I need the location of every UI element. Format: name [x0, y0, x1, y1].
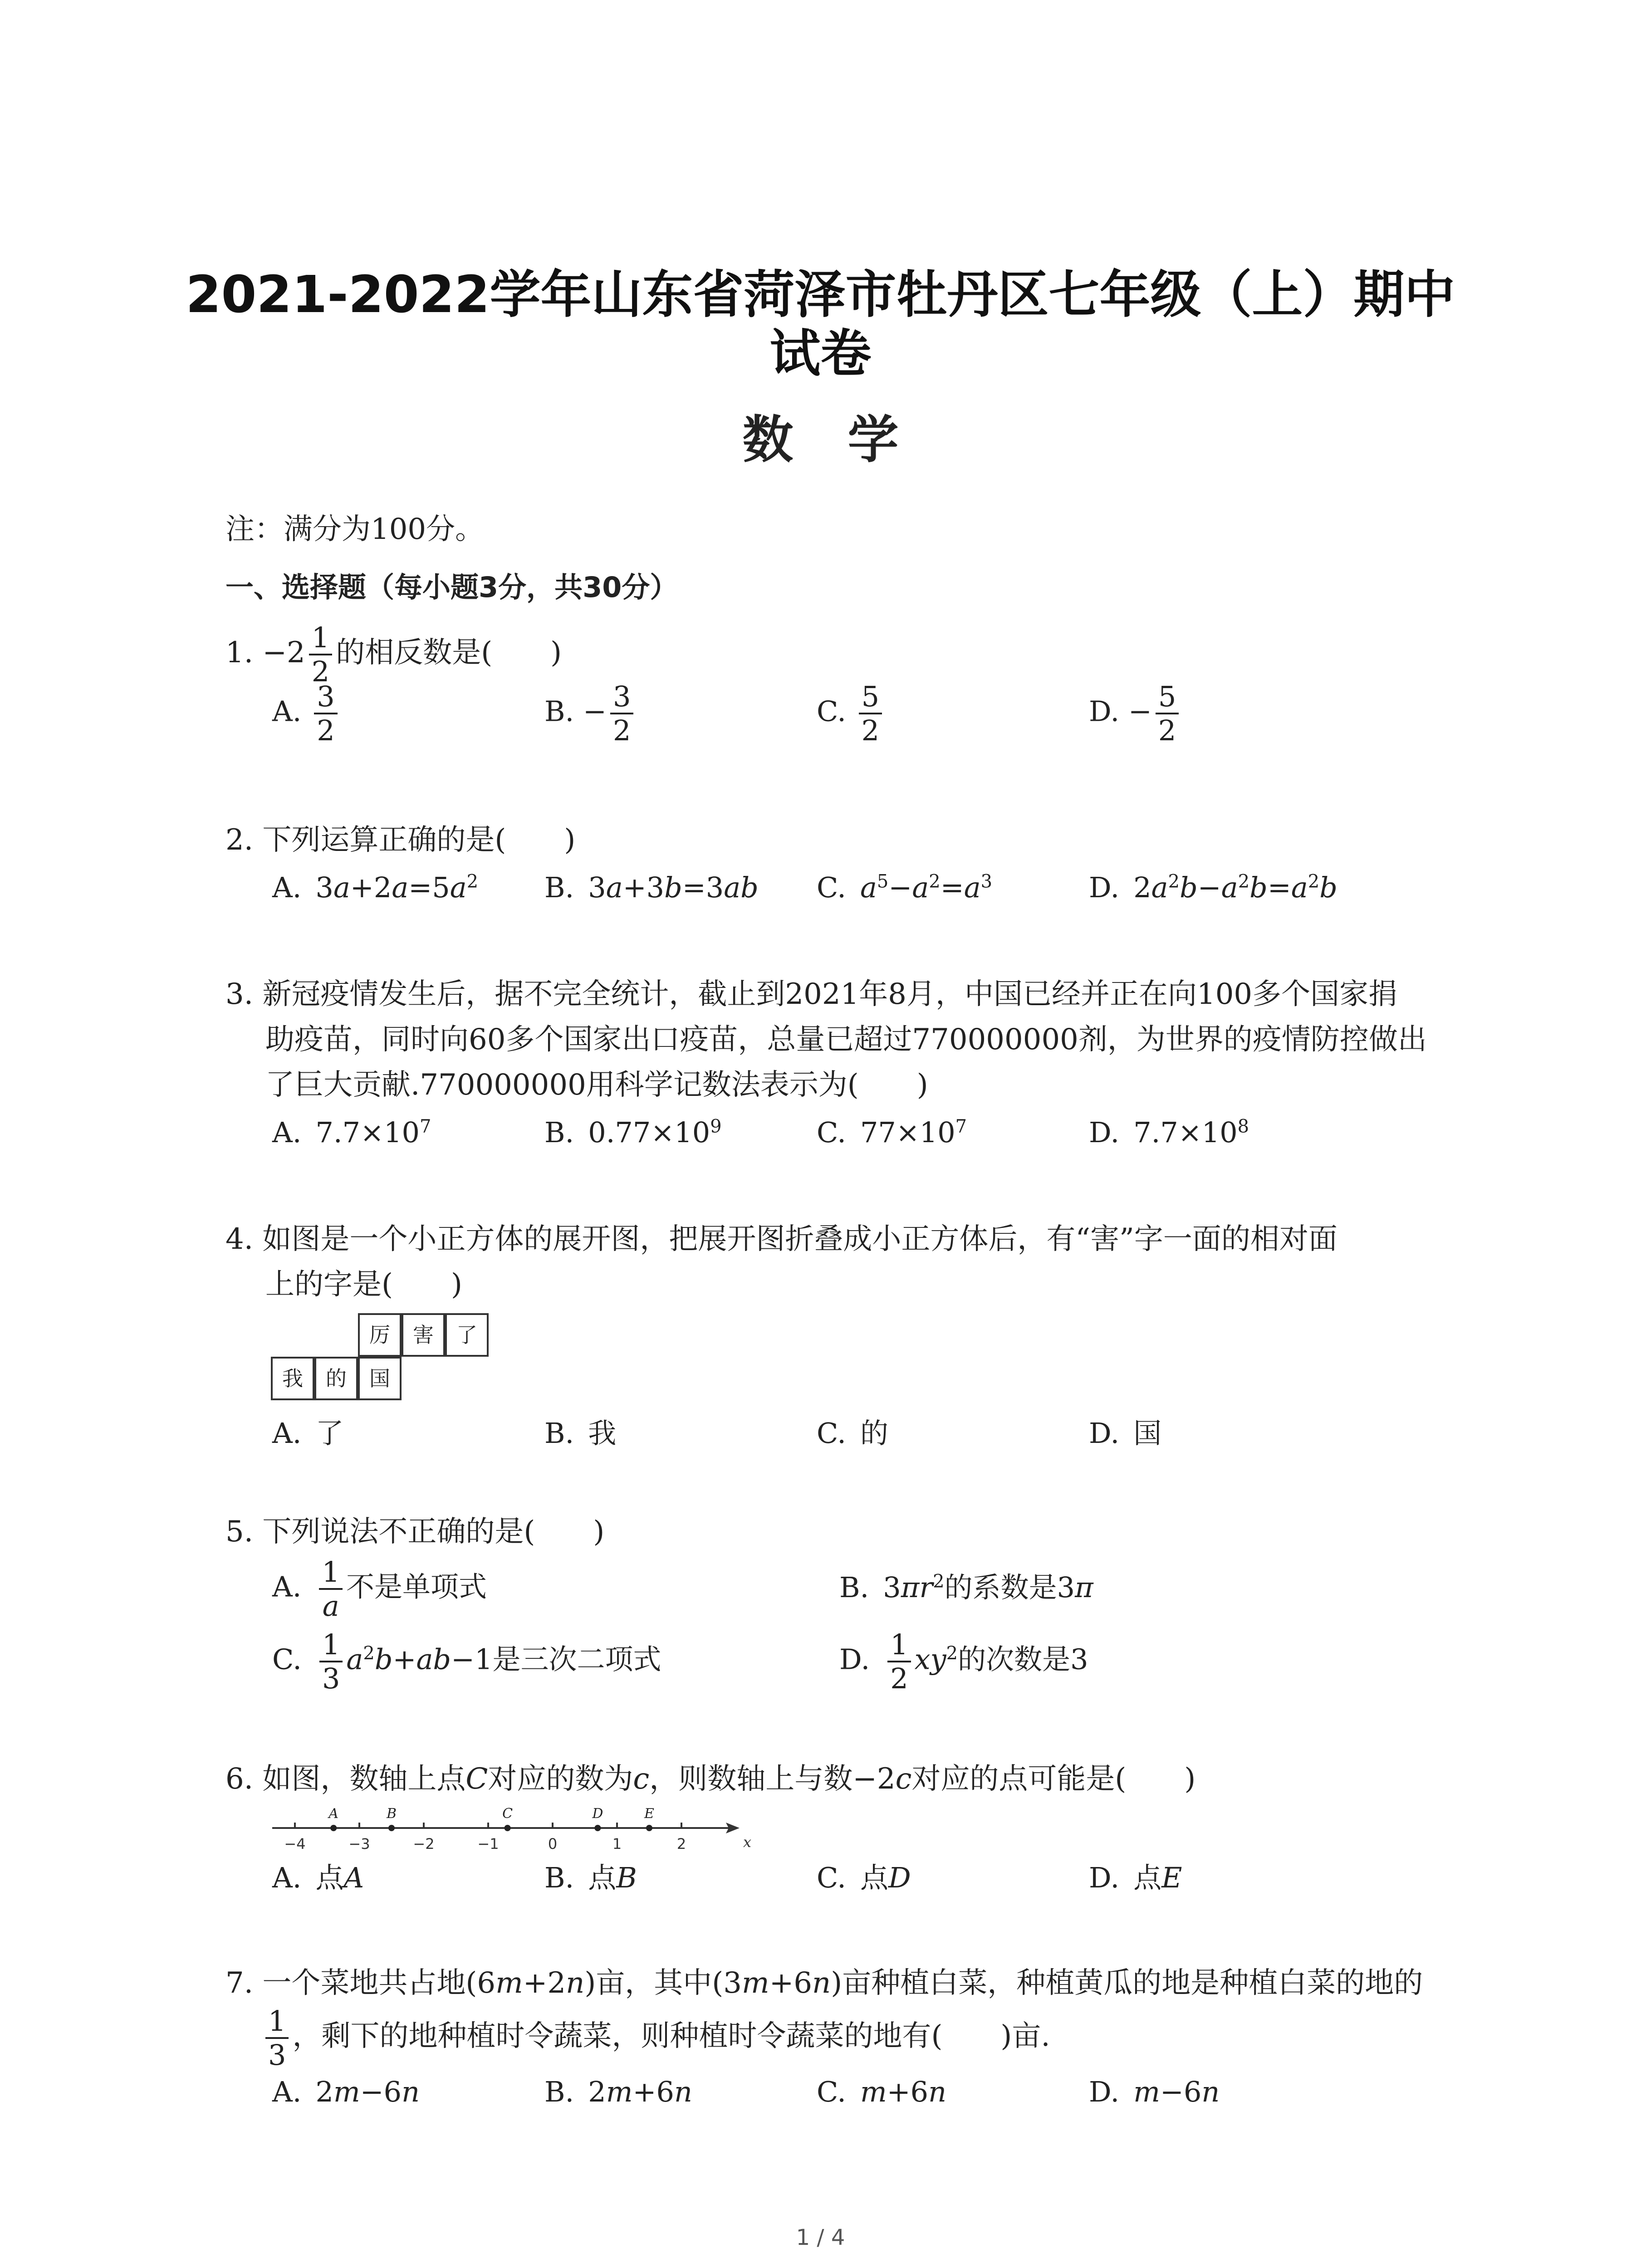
q4-option-c[interactable] [817, 1411, 888, 1451]
option-label: D. [1089, 694, 1120, 728]
option-numerator: 3 [610, 680, 633, 714]
option-label: A. [272, 1570, 302, 1603]
option-text: 点 [588, 1861, 617, 1894]
q1-prefix: 1. −2 [225, 635, 305, 670]
question-6-stem [225, 1755, 1195, 1797]
q2-option-b[interactable]: B. 3a+3b=3ab [544, 871, 759, 904]
option-sign: − [1128, 694, 1152, 728]
option-label: C. [817, 1861, 846, 1894]
option-label: D. [1089, 1861, 1120, 1894]
tick-label: −2 [413, 1835, 435, 1853]
option-exponent: 7 [955, 1116, 967, 1137]
q2-option-d[interactable]: D. $2a^2b-a^2b=a^2b$ [1089, 871, 1337, 904]
point-a-label: A [328, 1806, 339, 1822]
option-denominator [319, 1590, 342, 1622]
tick-label: 0 [548, 1835, 558, 1853]
q1-suffix: 的相反数是( ) [336, 635, 562, 670]
tick-label: −1 [477, 1835, 499, 1853]
option-label: B. [544, 1417, 574, 1450]
q7-text: )亩种植白菜，种植黄瓜的地是种植白菜的地的 [831, 1966, 1423, 2000]
option-label: A. [272, 871, 302, 904]
option-numerator: 1 [319, 1556, 342, 1590]
option-var: B [616, 1861, 637, 1894]
option-label: D. [1089, 871, 1120, 904]
q6-stem-part: 对应的点可能是( ) [911, 1762, 1196, 1796]
point-d-dot [594, 1825, 601, 1831]
q6-var-C: C [465, 1762, 488, 1796]
point-e-dot [646, 1825, 652, 1831]
q3-option-a[interactable] [272, 1116, 431, 1149]
net-cell: 了 [445, 1313, 489, 1357]
option-fraction [887, 1628, 911, 1695]
point-c-label: C [502, 1806, 513, 1822]
q6-stem-part: 对应的数为 [488, 1762, 633, 1796]
q2-option-a[interactable]: A. $3a+2a=5a^2$ [272, 871, 479, 904]
option-var: D [888, 1861, 911, 1894]
option-label: C. [817, 694, 846, 728]
q7-option-c[interactable]: C. m+6n [817, 2075, 947, 2108]
option-label: B. [544, 1861, 574, 1894]
option-text: 是三次二项式 [492, 1642, 661, 1676]
q1-option-c[interactable] [817, 680, 886, 747]
option-numerator: 1 [319, 1628, 343, 1662]
q6-stem-part: ，则数轴上与数−2 [649, 1762, 896, 1796]
question-4-line1: 4. 如图是一个小正方体的展开图，把展开图折叠成小正方体后，有“害”字一面的相对面 [225, 1222, 1337, 1256]
point-b-label: B [386, 1806, 397, 1822]
point-c-dot [505, 1825, 511, 1831]
q3-option-c[interactable] [817, 1116, 967, 1149]
option-label: B. [544, 2075, 574, 2108]
question-5-stem: 5. 下列说法不正确的是( ) [225, 1515, 605, 1549]
option-text: 了 [315, 1417, 344, 1450]
exam-title-line1: 2021-2022学年山东省菏泽市牡丹区七年级（上）期中 [186, 265, 1455, 324]
option-text: 的 [860, 1417, 888, 1450]
option-base: 7.7×10 [315, 1116, 420, 1149]
question-2-stem: 2. 下列运算正确的是( ) [225, 823, 576, 857]
q4-option-d[interactable] [1089, 1411, 1161, 1451]
option-exponent: 8 [1237, 1116, 1249, 1137]
option-base: 0.77×10 [588, 1116, 710, 1149]
q7-option-a[interactable]: A. 2m−6n [272, 2075, 420, 2108]
q7-option-b[interactable]: B. 2m+6n [544, 2075, 692, 2108]
option-denominator: 2 [890, 1662, 908, 1696]
option-label: B. [839, 1571, 869, 1604]
q1-option-d[interactable] [1089, 680, 1182, 747]
option-fraction [314, 680, 337, 747]
option-base: 77×10 [860, 1116, 955, 1149]
option-denominator: 2 [861, 714, 880, 748]
option-fraction [859, 680, 882, 747]
option-label: D. [1089, 1417, 1120, 1450]
question-3-line3: 了巨大贡献.770000000用科学记数法表示为( ) [265, 1068, 928, 1102]
q4-option-a[interactable] [272, 1411, 344, 1451]
point-b-dot [388, 1825, 395, 1831]
option-exponent: 7 [419, 1116, 431, 1137]
q5-option-a[interactable] [272, 1556, 487, 1623]
net-cell: 厉 [358, 1313, 402, 1357]
question-1-stem [225, 621, 562, 688]
option-label: D. [1089, 1116, 1120, 1149]
q6-var-c: c [895, 1762, 912, 1796]
q7-option-d[interactable]: D. m−6n [1089, 2075, 1220, 2108]
option-denominator: 3 [322, 1662, 340, 1696]
q7-text: +2 [523, 1966, 566, 2000]
option-label: C. [817, 1417, 846, 1450]
option-fraction [1156, 680, 1179, 747]
option-text: 不是单项式 [346, 1570, 487, 1603]
q5-option-b[interactable]: B. $3\pi r^2$的系数是3π [839, 1571, 1093, 1604]
q7-denominator: 3 [268, 2038, 286, 2072]
option-fraction [319, 1556, 342, 1623]
option-label: A. [272, 2075, 302, 2108]
option-label: C. [817, 1116, 846, 1149]
subject-heading: 数学 [742, 411, 953, 469]
point-d-label: D [592, 1806, 603, 1822]
q7-text: 7. 一个菜地共占地(6 [225, 1966, 496, 2000]
option-label: D. [1089, 2075, 1120, 2108]
q5-option-c[interactable]: C. $\frac{1}{3}$ $a^2b+ab-1$是三次二项式 [272, 1628, 661, 1696]
option-text: 点 [1133, 1861, 1162, 1894]
axis-label-x: x [743, 1833, 752, 1851]
exam-title-line2: 试卷 [769, 324, 872, 383]
tick-label: 1 [612, 1835, 622, 1853]
q7-fraction [265, 2005, 289, 2072]
q6-stem-part: 6. 如图，数轴上点 [225, 1762, 466, 1796]
q7-text: +6 [769, 1966, 813, 2000]
option-label: C. [817, 871, 846, 904]
option-numerator: 5 [1156, 680, 1179, 714]
question-7-line2 [265, 2005, 1050, 2072]
option-label: B. [544, 694, 574, 728]
q1-fraction [309, 621, 332, 688]
q6-option-d[interactable] [1089, 1855, 1182, 1896]
option-label: A. [272, 694, 302, 728]
option-label: D. [839, 1642, 870, 1676]
option-numerator: 5 [859, 680, 882, 714]
option-denominator: 2 [1158, 714, 1176, 748]
option-text: 的次数是3 [958, 1642, 1088, 1676]
option-fraction [319, 1628, 343, 1695]
option-label: B. [544, 1116, 574, 1149]
tick-label: 2 [676, 1835, 686, 1853]
q7-numerator: 1 [265, 2005, 289, 2039]
option-fraction [610, 680, 633, 747]
question-4-line2: 上的字是( ) [265, 1268, 462, 1301]
net-cell: 的 [314, 1357, 358, 1400]
option-base: 7.7×10 [1133, 1116, 1238, 1149]
net-cell: 我 [271, 1357, 314, 1400]
option-numerator: 3 [314, 680, 337, 714]
q5-option-d[interactable]: D. $\frac{1}{2}$ $xy^2$的次数是3 [839, 1628, 1088, 1696]
option-text: 我 [588, 1417, 617, 1450]
section-heading-choice: 一、选择题（每小题3分，共30分） [225, 571, 678, 604]
net-cell: 国 [358, 1357, 402, 1400]
q1-option-b[interactable] [544, 680, 637, 747]
option-sign: − [583, 694, 607, 728]
number-line-figure [268, 1796, 752, 1855]
option-exponent: 9 [710, 1116, 722, 1137]
option-text: 国 [1133, 1417, 1162, 1450]
q7-text: )亩，其中(3 [584, 1966, 742, 2000]
question-7-line1: 7. 一个菜地共占地(6m+2n)亩，其中(3m+6n)亩种植白菜，种植黄瓜的地是种植白菜的地的 [225, 1966, 1423, 2000]
page-number: 1 / 4 [796, 2225, 845, 2250]
q6-var-c: c [633, 1762, 650, 1796]
q7-text: ，剩下的地种植时令蔬菜，则种植时令蔬菜的地有( )亩. [292, 2019, 1050, 2053]
option-label: B. [544, 871, 574, 904]
point-e-label: E [644, 1806, 654, 1822]
option-label: A. [272, 1417, 302, 1450]
option-numerator: 1 [887, 1628, 911, 1662]
option-denominator: 2 [612, 714, 631, 748]
option-text: 点 [860, 1861, 888, 1894]
option-denominator-var: a [322, 1589, 339, 1623]
option-label: A. [272, 1861, 302, 1894]
q1-option-a[interactable] [272, 680, 341, 747]
point-a-dot [330, 1825, 337, 1831]
net-cell: 害 [402, 1313, 445, 1357]
q3-option-d[interactable] [1089, 1116, 1249, 1149]
option-text: 的系数是3 [944, 1571, 1075, 1604]
q1-denominator: 2 [311, 655, 330, 689]
option-text: 点 [315, 1861, 344, 1894]
q2-option-c[interactable]: C. $a^5-a^2=a^3$ [817, 871, 993, 904]
option-label: C. [817, 2075, 846, 2108]
q6-option-c[interactable] [817, 1855, 911, 1896]
q1-numerator: 1 [309, 621, 332, 655]
q3-option-b[interactable] [544, 1116, 722, 1149]
score-note: 注：满分为100分。 [225, 513, 485, 546]
tick-label: −3 [348, 1835, 370, 1853]
q4-option-b[interactable] [544, 1411, 616, 1451]
option-label: C. [272, 1642, 302, 1676]
q6-option-b[interactable] [544, 1855, 637, 1896]
option-denominator: 2 [317, 714, 335, 748]
tick-label: −4 [284, 1835, 306, 1853]
option-var: E [1161, 1861, 1182, 1894]
option-var: A [343, 1861, 364, 1894]
option-label: A. [272, 1116, 302, 1149]
q6-option-a[interactable] [272, 1855, 364, 1896]
question-3-line1: 3. 新冠疫情发生后，据不完全统计，截止到2021年8月，中国已经并正在向100多个国家捐 [225, 978, 1398, 1011]
question-3-line2: 助疫苗，同时向60多个国家出口疫苗，总量已超过770000000剂，为世界的疫情防控做出 [265, 1023, 1427, 1056]
